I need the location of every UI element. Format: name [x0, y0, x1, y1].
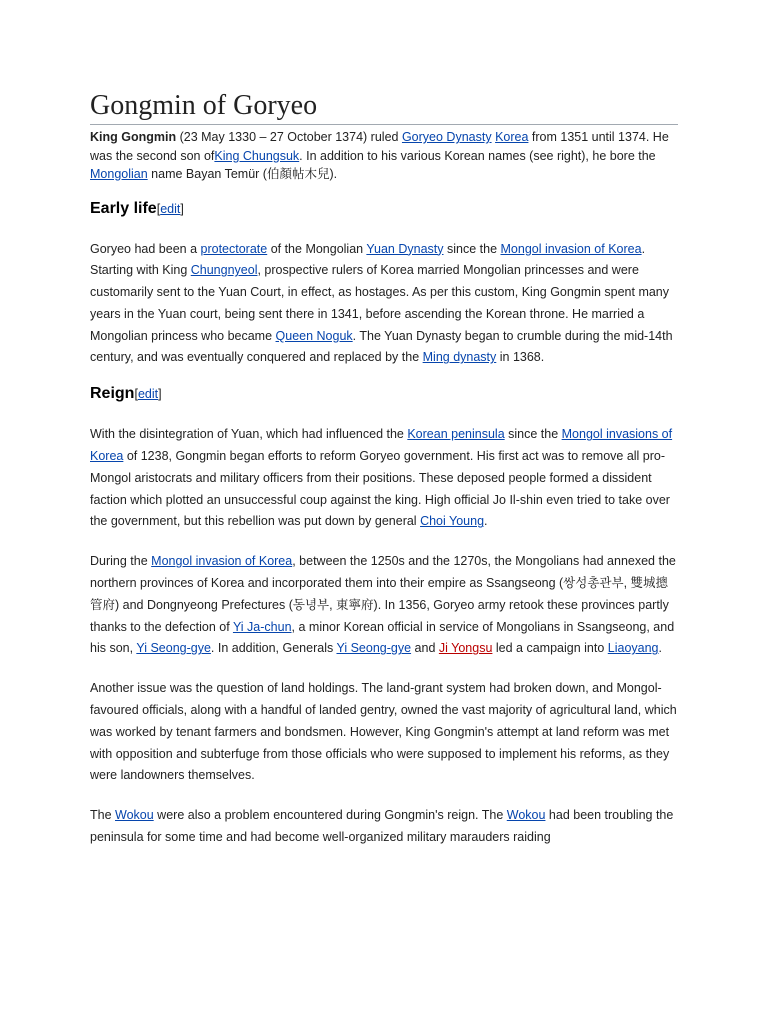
page-title: Gongmin of Goryeo: [90, 90, 678, 125]
paragraph-reign-2: During the Mongol invasion of Korea, between the 1250s and the 1270s, the Mongolians had annexed the northern provinces of Korea and incorporated them into their empire as Ssangseong (쌍성총관부, 雙城摠管府) and Dongnyeong Prefectures (동녕부, 東寧府). In 1356, Goryeo army retook these provinces partly thanks to the defection of Yi Ja-chun, a minor Korean official in service of Mongolians in Ssangseong, and his son, Yi Seong-gye. In addition, Generals Yi Seong-gye and Ji Yongsu led a campaign into Liaoyang.: [90, 554, 676, 656]
paragraph-reign-1: With the disintegration of Yuan, which had influenced the Korean peninsula since the Mongol invasions of Korea of 1238, Gongmin began efforts to reform Goryeo government. His first act was to remove all pro-Mongol aristocrats and military officers from their positions. These deposed people formed a dissident faction which plotted an unsuccessful coup against the king. High official Jo Il-shin even tried to take over the government, but this rebellion was put down by general Choi Young.: [90, 427, 673, 529]
section-heading-reign: Reign[edit]: [90, 385, 162, 403]
link-goryeo-dynasty[interactable]: Goryeo Dynasty: [401, 130, 492, 144]
link-mongol-invasion-of-korea[interactable]: Mongol invasion of Korea: [151, 554, 293, 569]
paragraph-early-life: Goryeo had been a protectorate of the Mongolian Yuan Dynasty since the Mongol invasion of Korea. Starting with King Chungnyeol, prospective rulers of Korea married Mongolian princesses and were customarily sent to the Yuan Court, in effect, as hostages. As per this custom, King Gongmin spent many years in the Yuan court, being sent there in 1341, before ascending the Korean throne. He married a Mongolian princess who became Queen Noguk. The Yuan Dynasty began to crumble during the mid-14th century, and was eventually conquered and replaced by the Ming dynasty in 1368.: [90, 241, 673, 365]
link-choi-young[interactable]: Choi Young: [420, 514, 485, 529]
section-edit: [edit]: [134, 387, 162, 402]
link-ming-dynasty[interactable]: Ming dynasty: [422, 350, 497, 365]
article-content: [90, 90, 678, 849]
link-korea[interactable]: Korea: [495, 130, 529, 144]
link-wokou[interactable]: Wokou: [506, 808, 546, 823]
link-yi-seong-gye[interactable]: Yi Seong-gye: [336, 641, 412, 656]
link-mongol-invasion-of-korea[interactable]: Mongol invasion of Korea: [500, 241, 642, 256]
link-korean-peninsula[interactable]: Korean peninsula: [407, 427, 505, 442]
lead-subject-name: King Gongmin: [90, 130, 177, 144]
section-heading-early-life: Early life[edit]: [90, 199, 184, 217]
link-mongol-invasions-of-korea[interactable]: Mongol invasions of Korea: [90, 427, 673, 464]
link-queen-noguk[interactable]: Queen Noguk: [275, 328, 353, 343]
link-mongolian[interactable]: Mongolian: [90, 167, 148, 181]
link-king-chungsuk[interactable]: King Chungsuk: [214, 148, 300, 163]
link-yuan-dynasty[interactable]: Yuan Dynasty: [366, 241, 444, 256]
edit-link-early-life[interactable]: edit: [160, 201, 181, 216]
link-yi-ja-chun[interactable]: Yi Ja-chun: [232, 619, 292, 634]
link-protectorate[interactable]: protectorate: [200, 241, 268, 256]
link-ji-yongsu[interactable]: Ji Yongsu: [438, 641, 493, 656]
link-chungnyeol[interactable]: Chungnyeol: [190, 263, 258, 278]
edit-link-reign[interactable]: edit: [137, 387, 159, 402]
lead-paragraph: King Gongmin (23 May 1330 – 27 October 1374) ruled Goryeo Dynasty Korea from 1351 until 1374. He was the second son ofKing Chungsuk. In addition to his various Korean names (see right), he bore the Mongolian name Bayan Temür (伯顏帖木兒).: [90, 130, 669, 181]
paragraph-reign-3: Another issue was the question of land holdings. The land-grant system had broken down, and Mongol-favoured officials, along with a handful of landed gentry, owned the vast majority of agricultural land, which was worked by tenant farmers and bondsmen. However, King Gongmin's attempt at land reform was met with opposition and subterfuge from those officials who were supposed to implement his reforms, as they were landowners themselves.: [90, 681, 677, 783]
link-yi-seong-gye[interactable]: Yi Seong-gye: [136, 641, 211, 656]
paragraph-reign-4: The Wokou were also a problem encountered during Gongmin's reign. The Wokou had been troubling the peninsula for some time and had become well-organized military marauders raiding: [90, 808, 674, 845]
link-liaoyang[interactable]: Liaoyang: [607, 641, 659, 656]
link-wokou[interactable]: Wokou: [115, 808, 154, 823]
section-edit: [edit]: [156, 201, 184, 216]
